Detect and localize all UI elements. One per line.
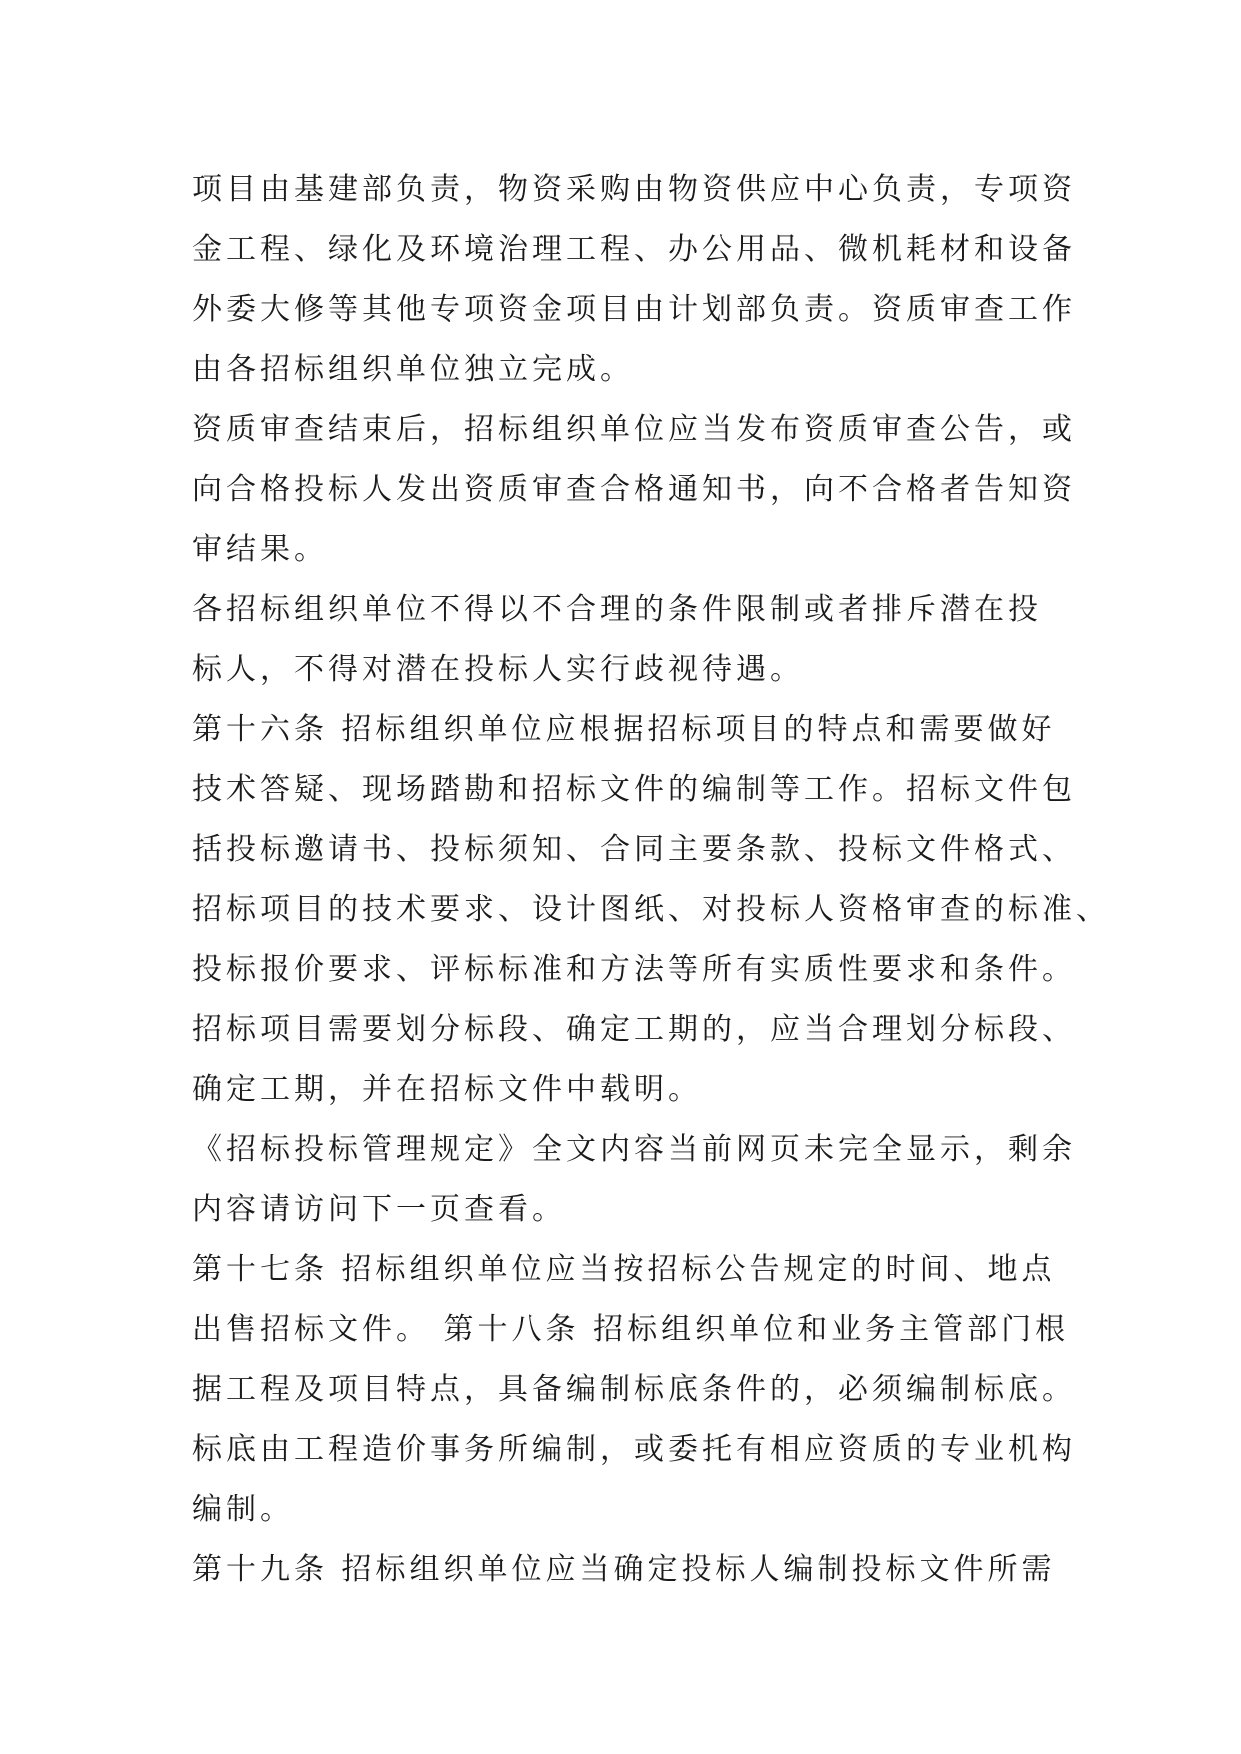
- text-line: 资质审查结束后，招标组织单位应当发布资质审查公告，或: [192, 412, 1076, 447]
- text-line: 确定工期，并在招标文件中载明。: [192, 1072, 702, 1107]
- text-line: 括投标邀请书、投标须知、合同主要条款、投标文件格式、: [192, 832, 1076, 867]
- text-line: 外委大修等其他专项资金项目由计划部负责。资质审查工作: [192, 292, 1076, 327]
- text-line: 第十六条 招标组织单位应根据招标项目的特点和需要做好: [192, 712, 1056, 747]
- text-line: 第十七条 招标组织单位应当按招标公告规定的时间、地点: [192, 1252, 1056, 1287]
- text-line: 金工程、绿化及环境治理工程、办公用品、微机耗材和设备: [192, 232, 1076, 267]
- text-line: 各招标组织单位不得以不合理的条件限制或者排斥潜在投: [192, 592, 1042, 627]
- text-line: 内容请访问下一页查看。: [192, 1192, 566, 1227]
- text-line: 向合格投标人发出资质审查合格通知书，向不合格者告知资: [192, 472, 1076, 507]
- text-line: 招标项目的技术要求、设计图纸、对投标人资格审查的标准、: [192, 892, 1110, 927]
- text-line: 项目由基建部负责，物资采购由物资供应中心负责，专项资: [192, 172, 1076, 207]
- text-line: 标人，不得对潜在投标人实行歧视待遇。: [192, 652, 804, 687]
- text-line: 出售招标文件。 第十八条 招标组织单位和业务主管部门根: [192, 1312, 1070, 1347]
- text-line: 第十九条 招标组织单位应当确定投标人编制投标文件所需: [192, 1552, 1056, 1587]
- text-line: 技术答疑、现场踏勘和招标文件的编制等工作。招标文件包: [192, 772, 1076, 807]
- text-line: 由各招标组织单位独立完成。: [192, 352, 634, 387]
- text-line: 审结果。: [192, 532, 328, 567]
- text-line: 招标项目需要划分标段、确定工期的，应当合理划分标段、: [192, 1012, 1076, 1047]
- text-line: 标底由工程造价事务所编制，或委托有相应资质的专业机构: [192, 1432, 1076, 1467]
- text-line: 投标报价要求、评标标准和方法等所有实质性要求和条件。: [192, 952, 1076, 987]
- text-line: 编制。: [192, 1492, 294, 1527]
- text-line: 据工程及项目特点，具备编制标底条件的，必须编制标底。: [192, 1372, 1076, 1407]
- document-body: [192, 160, 1110, 1600]
- text-line: 《招标投标管理规定》全文内容当前网页未完全显示，剩余: [192, 1132, 1076, 1167]
